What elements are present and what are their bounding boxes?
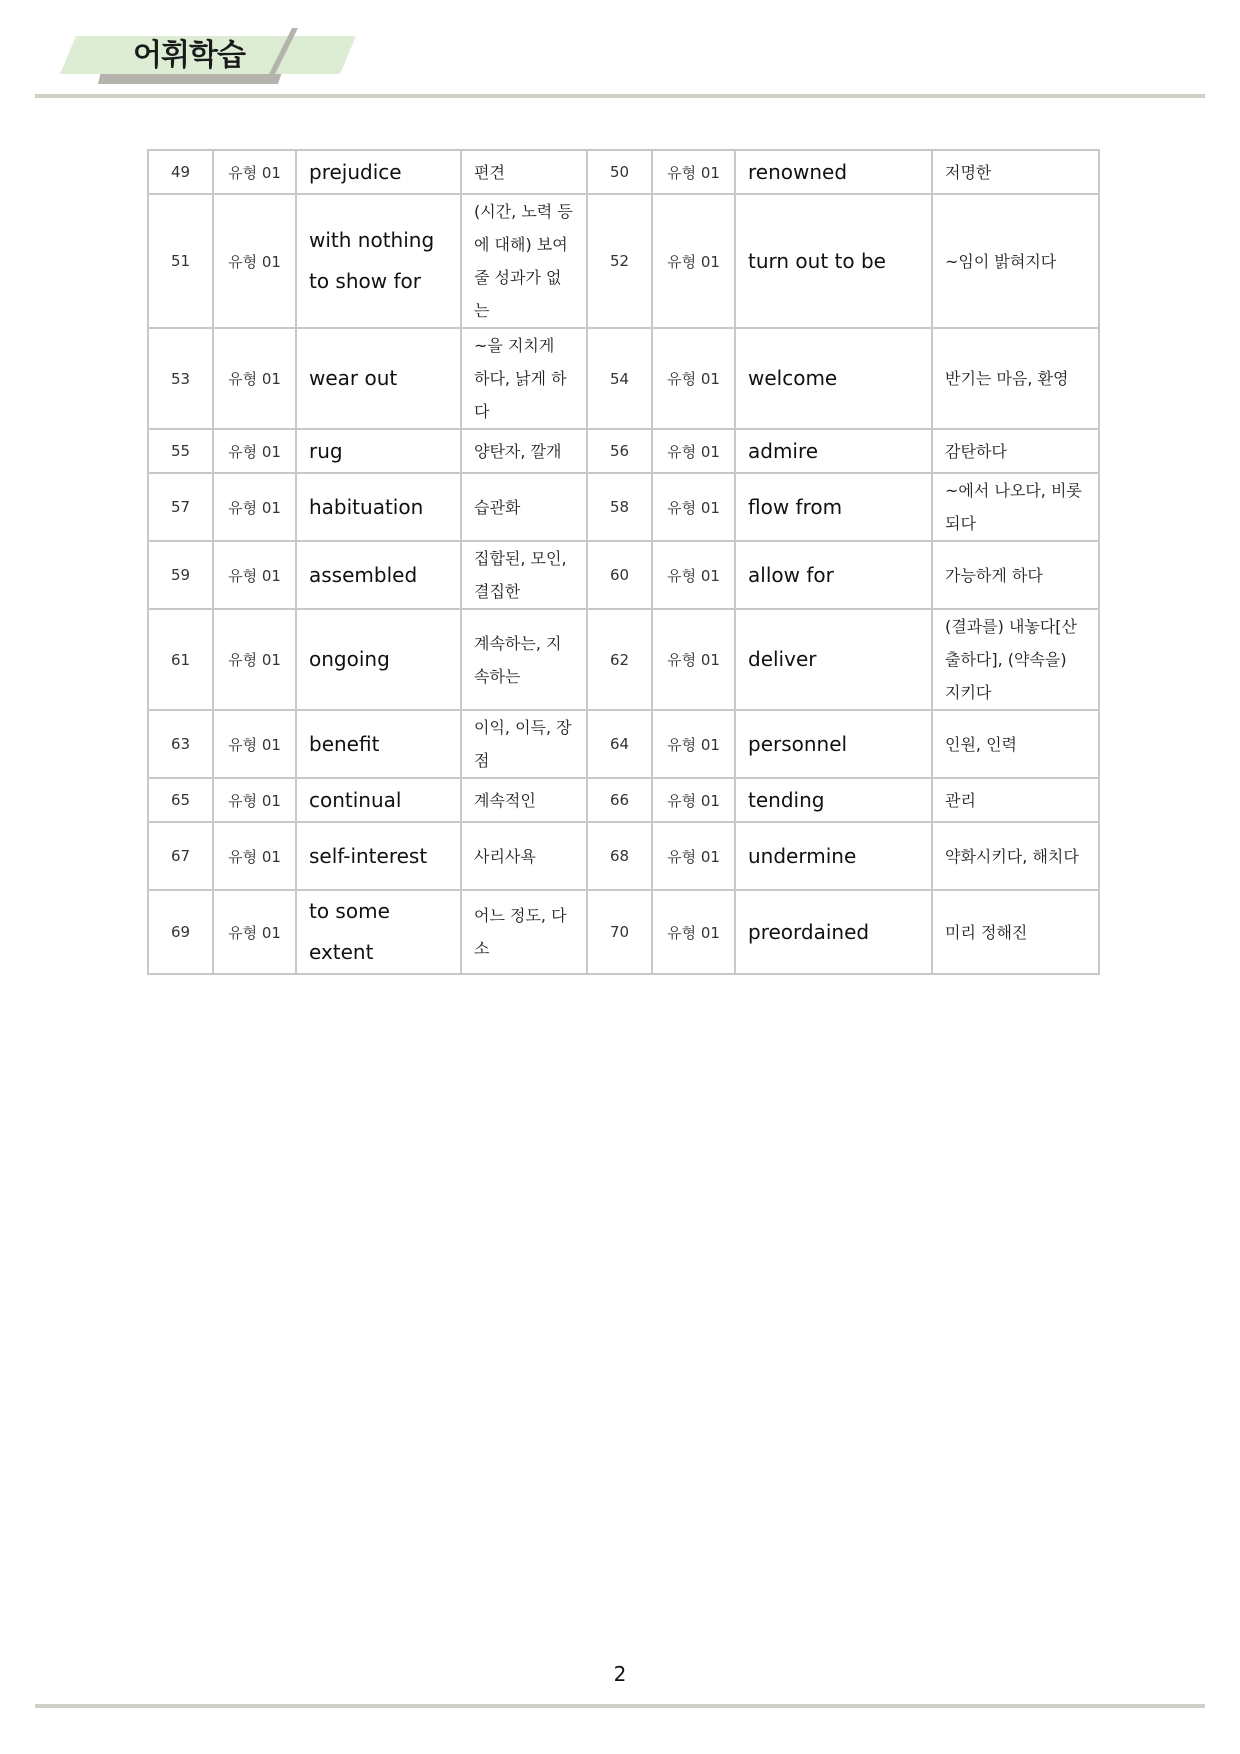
entry-type: 유형 01: [213, 778, 296, 822]
entry-meaning: 계속하는, 지속하는: [461, 609, 587, 710]
entry-number: 68: [587, 822, 652, 890]
entry-number: 54: [587, 328, 652, 429]
table-row: [148, 429, 1099, 473]
entry-word: to some extent: [296, 890, 461, 974]
entry-number: 69: [148, 890, 213, 974]
entry-word: ongoing: [296, 609, 461, 710]
entry-meaning: ~을 지치게 하다, 낡게 하다: [461, 328, 587, 429]
entry-number: 59: [148, 541, 213, 609]
entry-word: assembled: [296, 541, 461, 609]
page-number: 2: [613, 1662, 627, 1686]
entry-meaning: 감탄하다: [932, 429, 1099, 473]
entry-meaning: ~임이 밝혀지다: [932, 194, 1099, 328]
page-title: 어휘학습: [133, 38, 245, 73]
table-row: [148, 541, 1099, 609]
entry-meaning: 관리: [932, 778, 1099, 822]
table-row: [148, 710, 1099, 778]
entry-meaning: 인원, 인력: [932, 710, 1099, 778]
entry-word: with nothing to show for: [296, 194, 461, 328]
entry-type: 유형 01: [652, 778, 735, 822]
entry-number: 57: [148, 473, 213, 541]
entry-type: 유형 01: [652, 890, 735, 974]
entry-meaning: 계속적인: [461, 778, 587, 822]
entry-meaning: 저명한: [932, 150, 1099, 194]
entry-meaning: 양탄자, 깔개: [461, 429, 587, 473]
entry-number: 63: [148, 710, 213, 778]
table-row: [148, 609, 1099, 710]
entry-meaning: 반기는 마음, 환영: [932, 328, 1099, 429]
entry-meaning: 이익, 이득, 장점: [461, 710, 587, 778]
entry-type: 유형 01: [213, 194, 296, 328]
entry-word: habituation: [296, 473, 461, 541]
entry-number: 56: [587, 429, 652, 473]
entry-word: tending: [735, 778, 932, 822]
entry-type: 유형 01: [213, 328, 296, 429]
entry-word: renowned: [735, 150, 932, 194]
entry-number: 66: [587, 778, 652, 822]
entry-word: self-interest: [296, 822, 461, 890]
entry-type: 유형 01: [213, 473, 296, 541]
entry-meaning: 사리사욕: [461, 822, 587, 890]
entry-word: welcome: [735, 328, 932, 429]
entry-number: 62: [587, 609, 652, 710]
table-row: [148, 822, 1099, 890]
entry-number: 70: [587, 890, 652, 974]
entry-word: wear out: [296, 328, 461, 429]
entry-type: 유형 01: [652, 710, 735, 778]
entry-word: rug: [296, 429, 461, 473]
entry-word: continual: [296, 778, 461, 822]
entry-type: 유형 01: [652, 150, 735, 194]
entry-number: 61: [148, 609, 213, 710]
entry-type: 유형 01: [213, 710, 296, 778]
entry-type: 유형 01: [213, 150, 296, 194]
entry-word: deliver: [735, 609, 932, 710]
vocabulary-table: [147, 149, 1100, 975]
table-row: [148, 328, 1099, 429]
entry-type: 유형 01: [652, 822, 735, 890]
entry-type: 유형 01: [652, 473, 735, 541]
entry-word: preordained: [735, 890, 932, 974]
table-row: [148, 778, 1099, 822]
entry-meaning: 미리 정해진: [932, 890, 1099, 974]
entry-word: turn out to be: [735, 194, 932, 328]
entry-type: 유형 01: [213, 822, 296, 890]
entry-word: benefit: [296, 710, 461, 778]
entry-word: allow for: [735, 541, 932, 609]
entry-meaning: 습관화: [461, 473, 587, 541]
header-rule: [35, 94, 1205, 98]
entry-type: 유형 01: [652, 609, 735, 710]
entry-number: 55: [148, 429, 213, 473]
table-row: [148, 473, 1099, 541]
entry-meaning: 편견: [461, 150, 587, 194]
entry-number: 60: [587, 541, 652, 609]
footer-rule: [35, 1704, 1205, 1708]
entry-type: 유형 01: [213, 429, 296, 473]
entry-word: admire: [735, 429, 932, 473]
entry-meaning: 약화시키다, 해치다: [932, 822, 1099, 890]
entry-word: personnel: [735, 710, 932, 778]
table-row: [148, 890, 1099, 974]
entry-number: 65: [148, 778, 213, 822]
table-row: [148, 150, 1099, 194]
entry-type: 유형 01: [652, 194, 735, 328]
entry-number: 51: [148, 194, 213, 328]
entry-number: 64: [587, 710, 652, 778]
entry-meaning: (시간, 노력 등에 대해) 보여줄 성과가 없는: [461, 194, 587, 328]
entry-type: 유형 01: [652, 429, 735, 473]
entry-type: 유형 01: [213, 609, 296, 710]
entry-number: 49: [148, 150, 213, 194]
entry-meaning: 가능하게 하다: [932, 541, 1099, 609]
entry-word: flow from: [735, 473, 932, 541]
entry-number: 53: [148, 328, 213, 429]
entry-type: 유형 01: [213, 890, 296, 974]
entry-number: 52: [587, 194, 652, 328]
entry-word: undermine: [735, 822, 932, 890]
entry-meaning: 집합된, 모인, 결집한: [461, 541, 587, 609]
entry-number: 67: [148, 822, 213, 890]
entry-type: 유형 01: [652, 328, 735, 429]
entry-meaning: 어느 정도, 다소: [461, 890, 587, 974]
entry-meaning: (결과를) 내놓다[산출하다], (약속을) 지키다: [932, 609, 1099, 710]
entry-meaning: ~에서 나오다, 비롯되다: [932, 473, 1099, 541]
table-row: [148, 194, 1099, 328]
entry-number: 50: [587, 150, 652, 194]
entry-type: 유형 01: [652, 541, 735, 609]
entry-type: 유형 01: [213, 541, 296, 609]
entry-word: prejudice: [296, 150, 461, 194]
entry-number: 58: [587, 473, 652, 541]
